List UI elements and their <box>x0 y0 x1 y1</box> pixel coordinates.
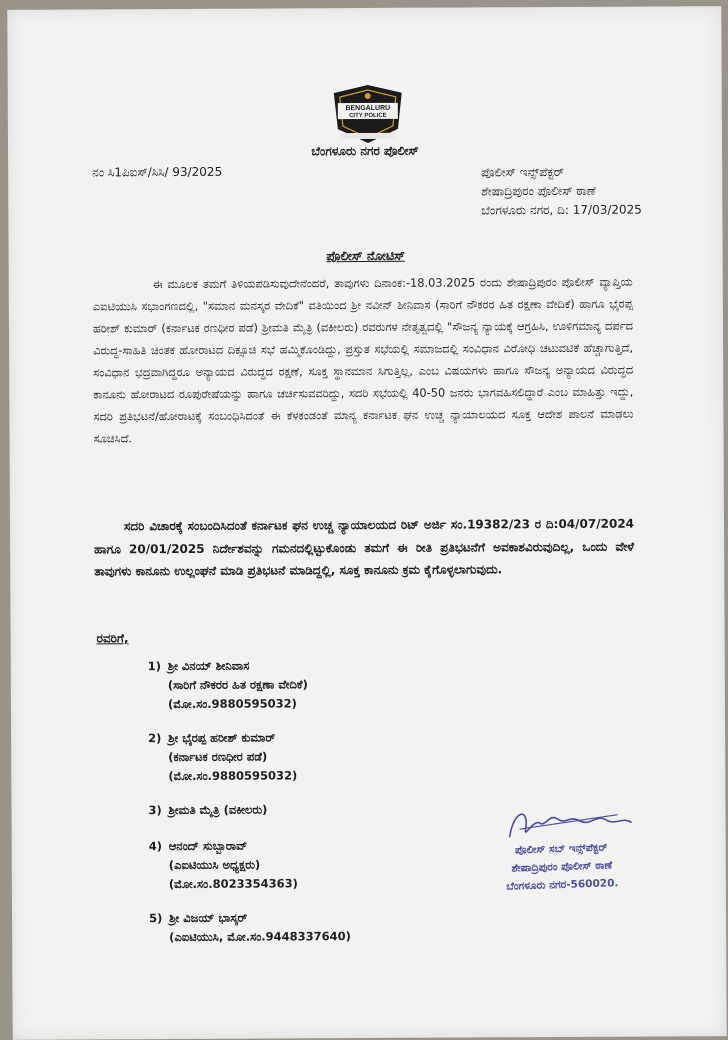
recipient-item <box>148 655 478 714</box>
recipient-name: ಆನಂದ್ ಸುಬ್ಬಾರಾವ್ <box>168 838 248 854</box>
recipient-number: 1) <box>147 659 162 674</box>
recipient-item <box>149 907 479 947</box>
recipient-name: ಶ್ರೀ ಭೈರಪ್ಪ ಹರೀಶ್ ಕುಮಾರ್ <box>168 730 276 746</box>
recipient-phone: (ಮೋ.ಸಂ.9880595032) <box>168 768 298 784</box>
recipient-item <box>148 799 478 820</box>
recipient-name: ಶ್ರೀ ವಿಜಯ್ ಭಾಸ್ಕರ್ <box>169 910 248 926</box>
stamp-line: ಬೆಂಗಳೂರು ನಗರ-560020. <box>506 877 619 893</box>
recipient-phone: (ಮೋ.ಸಂ.9880595032) <box>167 696 297 712</box>
addressee-label: ರವರಿಗೆ, <box>96 631 129 646</box>
recipient-name: ಶ್ರೀಮತಿ ಮೈತ್ರಿ (ವಕೀಲರು) <box>168 802 268 818</box>
recipient-item <box>148 727 478 786</box>
notice-paragraph-1: ಈ ಮೂಲಕ ತಮಗೆ ತಿಳಿಯಪಡಿಸುವುದೇನೆಂದರೆ, ತಾವುಗಳು ದಿನಾಂಕ:-18.03.2025 ರಂದು ಶೇಷಾದ್ರಿಪುರಂ ಪೊಲೀಸ್ ವ್ಯಾಪ್ತಿಯ ಎಐಟಿಯುಸಿ ಸಭಾಂಗಣದಲ್ಲಿ, "ಸಮಾನ ಮನಸ್ಕರ ವೇದಿಕೆ" ವತಿಯಿಂದ ಶ್ರೀ ನವೀನ್ ಶೀನಿವಾಸ (ಸಾರಿಗೆ ನೌಕರರ ಹಿತ ರಕ್ಷಣಾ ವೇದಿಕೆ) ಹಾಗೂ ಭೈರಪ್ಪ ಹರೀಶ್ ಕುಮಾರ್ (ಕರ್ನಾಟಕ ರಣಧೀರ ಪಡೆ) ಶ್ರೀಮತಿ ಮೈತ್ರಿ (ವಕೀಲರು) ರವರುಗಳ ನೇತೃತ್ವದಲ್ಲಿ "ಸೌಜನ್ಯ ನ್ಯಾಯಕ್ಕೆ ಆಗ್ರಹಿಸಿ, ಊಳಿಗಮಾನ್ಯ ದರ್ಪದ ವಿರುದ್ಧ-ಸಾಹಿತಿ ಚಿಂತಕ ಹೋರಾಟದ ದಿಕ್ಸೂಚಿ ಸಭೆ ಹಮ್ಮಿಕೊಂಡಿದ್ದು, ಪ್ರಸ್ತುತ ಸಭೆಯಲ್ಲಿ ಸಮಾಜದಲ್ಲಿ ಸಂವಿಧಾನ ವಿರೋಧಿ ಚಟುವಟಿಕೆ ಹೆಚ್ಚಾಗುತ್ತಿದೆ, ಸಂವಿಧಾನ ಭದ್ರವಾಗಿದ್ದರೂ ಅನ್ಯಾಯದ ವಿರುದ್ಧದ ರಕ್ಷಣೆ, ಸೂಕ್ತ ಸ್ಥಾನಮಾನ ಸಿಗುತ್ತಿಲ್ಲ, ಎಂಬ ವಿಷಯಗಳು ಹಾಗೂ ಸೌಜನ್ಯ ಅನ್ಯಾಯದ ವಿರುದ್ಧದ ಕಾನೂನು ಹೋರಾಟದ ರೂಪುರೇಷೆಯನ್ನು ಹಾಗೂ ಚರ್ಚಿಸುವವರಿದ್ದು, ಸದರಿ ಸಭೆಯಲ್ಲಿ 40-50 ಜನರು ಭಾಗವಹಿಸಲಿದ್ದಾರೆ ಎಂಬ ಮಾಹಿತ್ತು ಇದ್ದು, ಸದರಿ ಪ್ರತಿಭಟನೆ/ಹೋರಾಟಕ್ಕೆ ಸಂಬಂಧಿಸಿದಂತೆ ಈ ಕೆಳಕಂಡಂತೆ ಮಾನ್ಯ ಕರ್ನಾಟಕ ಘನ ಉಚ್ಚ ನ್ಯಾಯಾಲಯದ ಸೂಕ್ತ ಆದೇಶ ಪಾಲನೆ ಮಾಡಲು ಸೂಚಿಸಿದೆ. <box>92 274 634 446</box>
recipient-phone: (ಮೋ.ಸಂ.8023354363) <box>168 876 298 892</box>
recipient-number: 2) <box>148 731 162 746</box>
notice-title: ಪೊಲೀಸ್ ನೋಟಿಸ್ <box>326 247 405 264</box>
notice-paragraph-2: ಸದರಿ ವಿಚಾರಕ್ಕೆ ಸಂಬಂದಿಸಿದಂತೆ ಕರ್ನಾಟಕ ಘನ ಉಚ್ಚ ನ್ಯಾಯಾಲಯದ ರಿಟ್ ಅರ್ಜಿ ಸಂ.19382/23 ರ ದಿ:04/07/2024 ಹಾಗೂ 20/01/2025 ನಿರ್ದೇಶವನ್ನು ಗಮನದಲ್ಲಿಟ್ಟುಕೊಂಡು ತಮಗೆ ಈ ರೀತಿ ಪ್ರತಿಭಟನೆಗೆ ಅವಕಾಶವಿರುವುದಿಲ್ಲ, ಒಂದು ವೇಳೆ ತಾವುಗಳು ಕಾನೂನು ಉಲ್ಲಂಘನೆ ಮಾಡಿ ಪ್ರತಿಭಟನೆ ಮಾಡಿದ್ದಲ್ಲಿ, ಸೂಕ್ತ ಕಾನೂನು ಕ್ರಮ ಕೈಗೊಳ್ಳಲಾಗುವುದು. <box>94 516 635 579</box>
stamp-line: ಪೊಲೀಸ್ ಸಬ್ ಇನ್ಸ್‌ಪೆಕ್ಟರ್ <box>514 841 608 857</box>
office-line: ಶೇಷಾದ್ರಿಪುರಂ ಪೊಲೀಸ್ ಠಾಣೆ <box>481 183 596 199</box>
department-name: ಬೆಂಗಳೂರು ನಗರ ಪೊಲೀಸ್ <box>311 143 419 159</box>
recipient-number: 5) <box>149 911 163 926</box>
officer-stamp <box>481 837 643 896</box>
recipient-detail: (ಎಐಟಿಯುಸಿ, ಮೋ.ಸಂ.9448337640) <box>169 929 351 945</box>
reference-number: ನಂ ಸಿ1ಪಿಐಸ್/ಸಿಸಿ/ 93/2025 <box>92 164 223 180</box>
recipient-number: 4) <box>148 839 162 854</box>
recipient-detail: (ಸಾರಿಗೆ ನೌಕರರ ಹಿತ ರಕ್ಷಣಾ ವೇದಿಕೆ) <box>167 677 308 693</box>
office-line: ಬೆಂಗಳೂರು ನಗರ, ದಿ: 17/03/2025 <box>481 202 642 218</box>
stamp-line: ಶೇಷಾದ್ರಿಪುರಂ ಪೊಲೀಸ್ ಠಾಣೆ <box>511 859 613 875</box>
logo-text-top: BENGALURU <box>345 104 391 113</box>
recipient-item <box>149 835 479 894</box>
recipient-detail: (ಎಐಟಿಯುಸಿ ಅಧ್ಯಕ್ಷರು) <box>168 857 261 873</box>
notice-paper <box>7 6 726 1040</box>
office-line: ಪೊಲೀಸ್ ಇನ್ಸ್‌ಪೆಕ್ಟರ್ <box>481 164 564 180</box>
recipient-name: ಶ್ರೀ ವಿನಯ್ ಶೀನಿವಾಸ <box>167 658 250 674</box>
issuing-office <box>481 163 642 221</box>
logo-text-bottom: CITY POLICE <box>349 112 387 120</box>
recipient-number: 3) <box>148 803 162 818</box>
bengaluru-city-police-logo <box>326 83 410 147</box>
recipient-detail: (ಕರ್ನಾಟಕ ರಣಧೀರ ಪಡೆ) <box>168 749 268 765</box>
